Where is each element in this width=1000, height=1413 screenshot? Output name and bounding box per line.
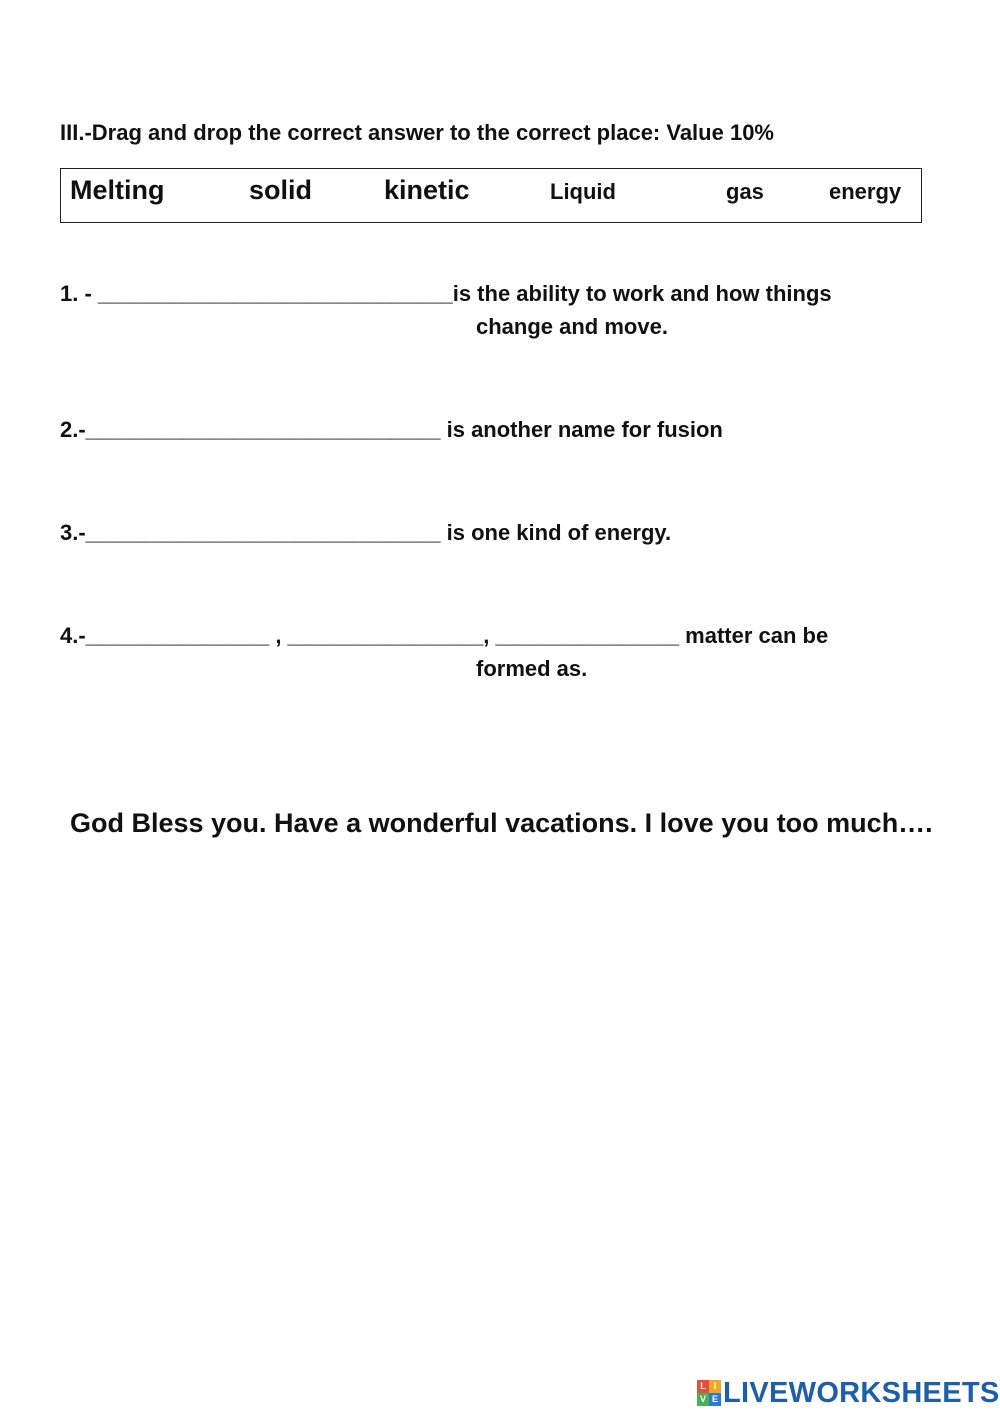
word-kinetic[interactable]: kinetic: [384, 175, 470, 205]
word-solid[interactable]: solid: [249, 175, 313, 205]
farewell-message: God Bless you. Have a wonderful vacations. I love you too much….: [70, 808, 933, 838]
word-melting[interactable]: Melting: [70, 175, 165, 205]
word-energy[interactable]: energy: [829, 179, 902, 204]
liveworksheets-logo-icon: L I V E: [697, 1380, 721, 1406]
question-2: 2.-_____________________________ is another name for fusion: [60, 417, 723, 442]
question-4-line-2: formed as.: [476, 656, 588, 681]
word-liquid[interactable]: Liquid: [550, 179, 616, 204]
question-3: 3.-_____________________________ is one kind of energy.: [60, 520, 672, 545]
question-1-line-2: change and move.: [476, 314, 668, 339]
word-gas[interactable]: gas: [726, 179, 764, 204]
liveworksheets-logo: [697, 1376, 1000, 1410]
question-1-line-1: 1. - _____________________________is the ability to work and how things: [60, 281, 832, 306]
instruction-heading: III.-Drag and drop the correct answer to the correct place: Value 10%: [60, 120, 774, 145]
word-bank: [60, 168, 922, 223]
question-4-line-1: 4.-_______________ , ________________, _______________ matter can be: [60, 623, 829, 648]
liveworksheets-logo-text: LIVEWORKSHEETS: [723, 1376, 1000, 1409]
